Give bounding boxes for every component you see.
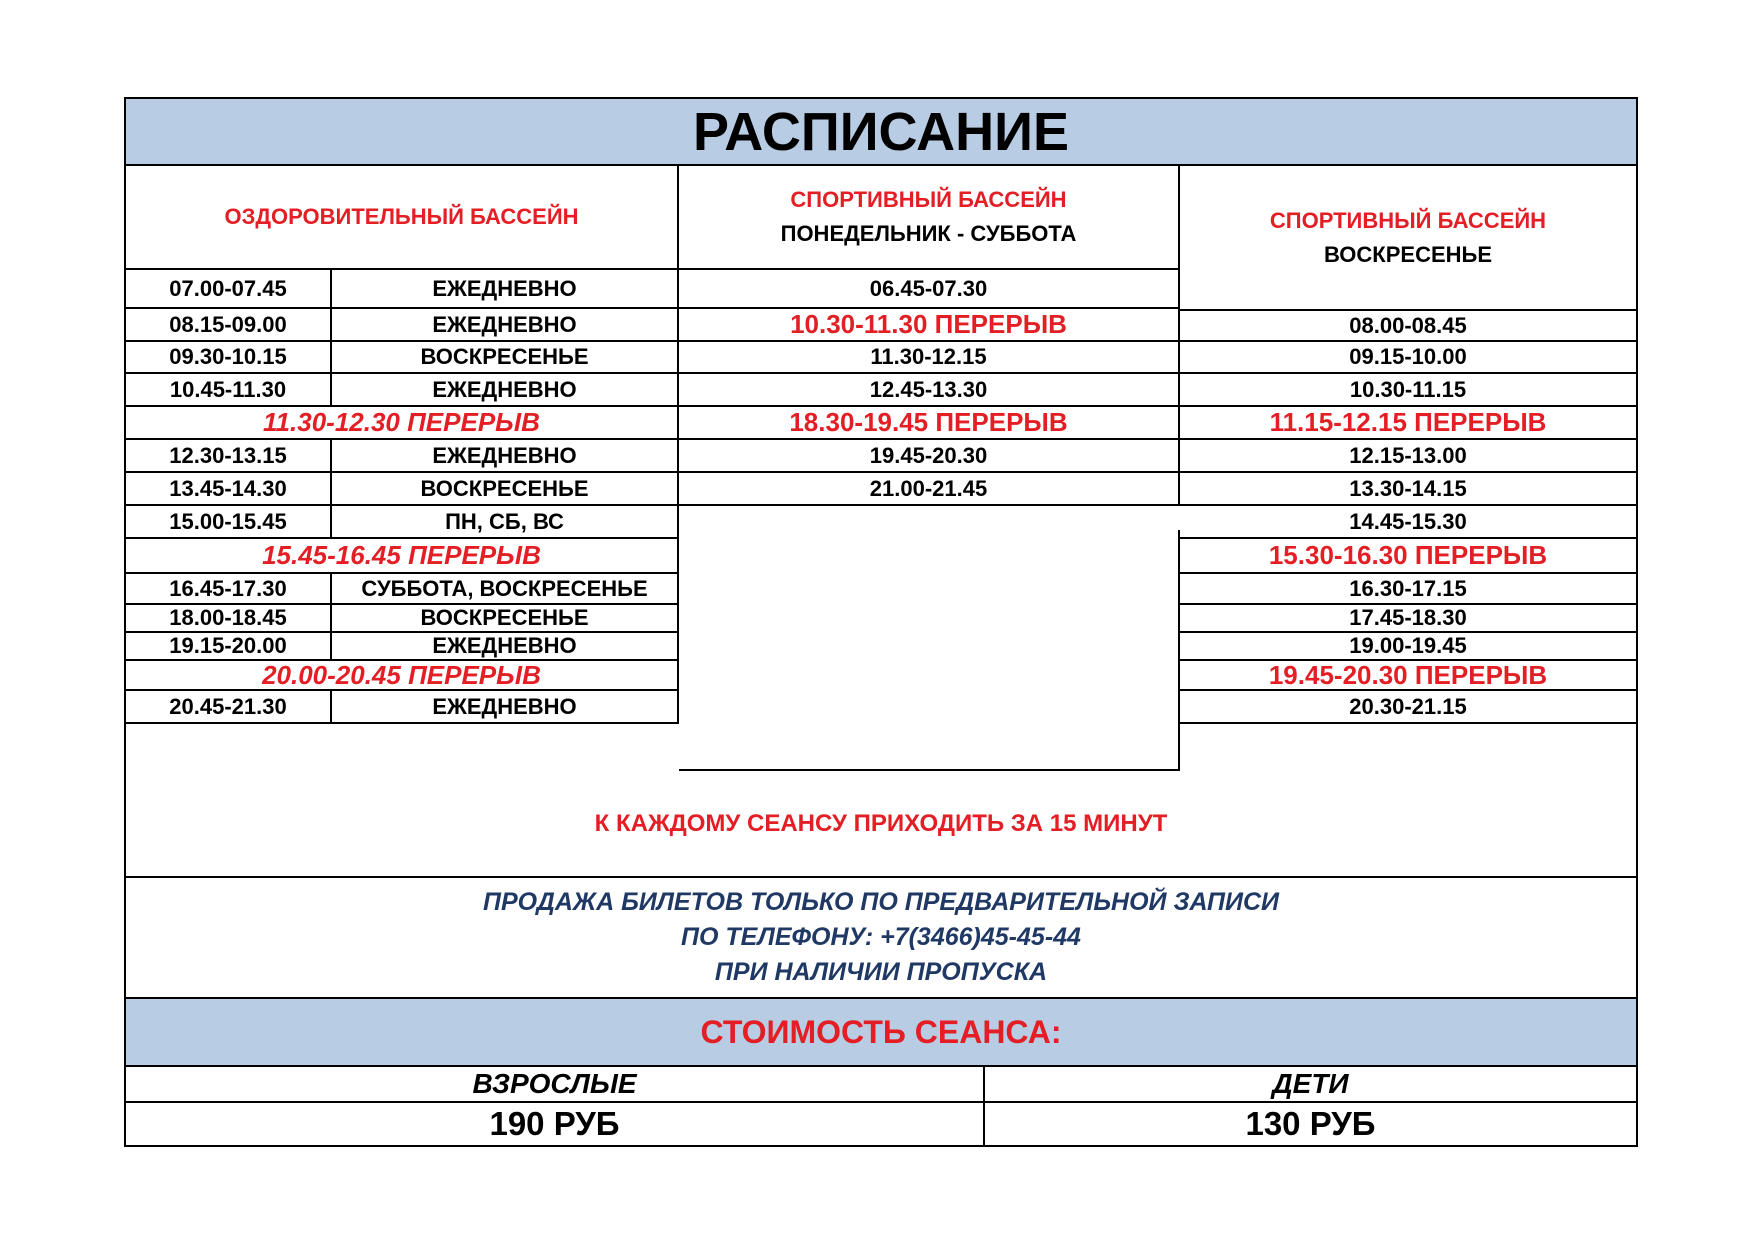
weekdays-break-row-text: 10.30-11.30 ПЕРЕРЫВ: [790, 309, 1067, 339]
health-time-cell: [126, 270, 332, 309]
health-days-cell-text: ЕЖЕДНЕВНО: [432, 633, 577, 658]
weekdays-time-cell-text: 11.30-12.15: [870, 344, 987, 369]
sunday-time-cell: [1180, 691, 1636, 724]
health-time-cell-text: 07.00-07.45: [169, 275, 287, 301]
price-header-text: СТОИМОСТЬ СЕАНСА:: [700, 1013, 1062, 1050]
weekdays-time-cell: [679, 374, 1180, 407]
health-days-cell: [332, 309, 679, 342]
health-break-row-text: 15.45-16.45 ПЕРЕРЫВ: [262, 540, 541, 570]
health-days-cell: [332, 342, 679, 374]
health-time-cell: [126, 574, 332, 605]
health-days-cell: [332, 574, 679, 605]
sport-weekdays-days: ПОНЕДЕЛЬНИК - СУББОТА: [780, 221, 1077, 246]
children-label-cell: [985, 1067, 1636, 1103]
ticket-info-phone: ПО ТЕЛЕФОНУ: +7(3466)45-45-44: [681, 923, 1081, 951]
adults-label-cell: [126, 1067, 985, 1103]
page-title-cell: [126, 99, 1636, 166]
sunday-break-row: [1180, 661, 1636, 691]
sunday-time-cell: [1180, 440, 1636, 473]
sunday-time-cell-text: 09.15-10.00: [1349, 344, 1467, 369]
weekdays-time-cell-text: 21.00-21.45: [869, 475, 988, 501]
arrival-notice: [126, 771, 1636, 878]
weekdays-time-cell: [679, 270, 1180, 309]
schedule-table: [124, 97, 1638, 1147]
weekdays-break-row: [679, 407, 1180, 440]
price-header: [126, 999, 1636, 1067]
health-time-cell: [126, 473, 332, 506]
health-days-cell-text: ЕЖЕДНЕВНО: [432, 693, 577, 719]
health-time-cell: [126, 633, 332, 661]
ticket-info: [126, 878, 1636, 999]
health-days-cell: [332, 633, 679, 661]
health-days-cell: [332, 270, 679, 309]
sport-sunday-title: СПОРТИВНЫЙ БАССЕЙН: [1269, 207, 1547, 233]
ticket-info-line: ПРОДАЖА БИЛЕТОВ ТОЛЬКО ПО ПРЕДВАРИТЕЛЬНОЙ ЗАПИСИ: [483, 888, 1279, 916]
sport-weekdays-title: СПОРТИВНЫЙ БАССЕЙН: [790, 187, 1067, 212]
sport-sunday-header: [1180, 166, 1636, 311]
sunday-break-row-text: 19.45-20.30 ПЕРЕРЫВ: [1268, 659, 1548, 690]
sunday-time-cell-text: 08.00-08.45: [1349, 312, 1467, 338]
sport-weekdays-header: [679, 166, 1180, 270]
arrival-notice-text: К КАЖДОМУ СЕАНСУ ПРИХОДИТЬ ЗА 15 МИНУТ: [594, 809, 1168, 837]
health-break-row-text: 11.30-12.30 ПЕРЕРЫВ: [263, 407, 540, 437]
sunday-time-cell: [1180, 374, 1636, 407]
weekdays-time-cell-text: 12.45-13.30: [869, 376, 988, 402]
page-title: РАСПИСАНИЕ: [692, 101, 1070, 162]
health-days-cell-text: ЕЖЕДНЕВНО: [432, 376, 577, 402]
health-days-cell: [332, 473, 679, 506]
sunday-time-cell: [1180, 342, 1636, 374]
health-days-cell-text: ЕЖЕДНЕВНО: [432, 311, 577, 337]
health-time-cell-text: 16.45-17.30: [169, 575, 287, 601]
health-time-cell-text: 13.45-14.30: [169, 475, 287, 501]
health-break-row-text: 20.00-20.45 ПЕРЕРЫВ: [262, 659, 541, 690]
adults-price-cell: [126, 1103, 985, 1145]
health-time-cell-text: 10.45-11.30: [169, 376, 287, 402]
children-price: 130 РУБ: [1245, 1105, 1376, 1142]
health-time-cell-text: 20.45-21.30: [169, 693, 287, 719]
weekdays-time-cell: [679, 473, 1180, 506]
sunday-break-row: [1180, 407, 1636, 440]
health-days-cell: [332, 506, 679, 539]
health-days-cell-text: ЕЖЕДНЕВНО: [432, 442, 577, 468]
health-time-cell: [126, 691, 332, 724]
health-days-cell: [332, 605, 679, 633]
health-days-cell: [332, 374, 679, 407]
health-days-cell-text: ПН, СБ, ВС: [445, 508, 564, 534]
sunday-time-cell: [1180, 605, 1636, 633]
adults-label: ВЗРОСЛЫЕ: [472, 1068, 637, 1099]
health-time-cell-text: 15.00-15.45: [169, 508, 287, 534]
health-break-row: [126, 539, 679, 574]
health-break-row: [126, 407, 679, 440]
sunday-time-cell: [1180, 473, 1636, 506]
adults-price: 190 РУБ: [489, 1105, 620, 1142]
sunday-time-cell-text: 20.30-21.15: [1349, 693, 1467, 719]
health-time-cell: [126, 440, 332, 473]
sunday-time-cell-text: 10.30-11.15: [1349, 376, 1467, 402]
sunday-time-cell-text: 12.15-13.00: [1349, 442, 1467, 468]
health-time-cell-text: 19.15-20.00: [169, 633, 287, 658]
sunday-time-cell: [1180, 633, 1636, 661]
sunday-time-cell: [1180, 311, 1636, 342]
sunday-time-cell-text: 17.45-18.30: [1349, 605, 1467, 630]
ticket-info-line: ПРИ НАЛИЧИИ ПРОПУСКА: [714, 958, 1048, 986]
health-time-cell-text: 09.30-10.15: [169, 344, 287, 369]
health-time-cell: [126, 374, 332, 407]
health-days-cell: [332, 440, 679, 473]
health-time-cell: [126, 309, 332, 342]
sunday-time-cell: [1180, 506, 1636, 539]
health-days-cell-text: ЕЖЕДНЕВНО: [432, 275, 577, 301]
sunday-time-cell-text: 16.30-17.15: [1349, 575, 1467, 601]
sunday-time-cell-text: 14.45-15.30: [1349, 508, 1467, 534]
sunday-break-row-text: 11.15-12.15 ПЕРЕРЫВ: [1269, 407, 1547, 437]
health-pool-title: ОЗДОРОВИТЕЛЬНЫЙ БАССЕЙН: [224, 204, 579, 229]
children-label: ДЕТИ: [1272, 1068, 1349, 1099]
weekdays-break-row: [679, 309, 1180, 342]
sunday-break-row: [1180, 539, 1636, 574]
health-time-cell: [126, 605, 332, 633]
weekdays-time-cell: [679, 440, 1180, 473]
health-days-cell-text: ВОСКРЕСЕНЬЕ: [420, 475, 589, 501]
health-days-cell-text: ВОСКРЕСЕНЬЕ: [420, 605, 589, 630]
sunday-time-cell: [1180, 574, 1636, 605]
health-time-cell: [126, 342, 332, 374]
sport-sunday-days: ВОСКРЕСЕНЬЕ: [1323, 241, 1493, 267]
health-time-cell-text: 18.00-18.45: [169, 605, 287, 630]
sunday-break-row-text: 15.30-16.30 ПЕРЕРЫВ: [1268, 540, 1548, 570]
health-break-row: [126, 661, 679, 691]
weekdays-time-cell-text: 19.45-20.30: [869, 442, 988, 468]
sunday-time-cell-text: 19.00-19.45: [1349, 633, 1467, 658]
health-time-cell-text: 12.30-13.15: [169, 442, 287, 468]
health-days-cell-text: СУББОТА, ВОСКРЕСЕНЬЕ: [361, 575, 648, 601]
weekdays-time-cell-text: 06.45-07.30: [869, 275, 988, 301]
health-time-cell: [126, 506, 332, 539]
health-days-cell-text: ВОСКРЕСЕНЬЕ: [420, 344, 589, 369]
health-time-cell-text: 08.15-09.00: [169, 311, 287, 337]
weekdays-time-cell: [679, 342, 1180, 374]
children-price-cell: [985, 1103, 1636, 1145]
weekdays-break-row-text: 18.30-19.45 ПЕРЕРЫВ: [789, 407, 1068, 437]
health-days-cell: [332, 691, 679, 724]
sport-weekdays-empty-cell: [679, 530, 1180, 771]
sunday-time-cell-text: 13.30-14.15: [1349, 475, 1467, 501]
health-pool-header: [126, 166, 679, 270]
